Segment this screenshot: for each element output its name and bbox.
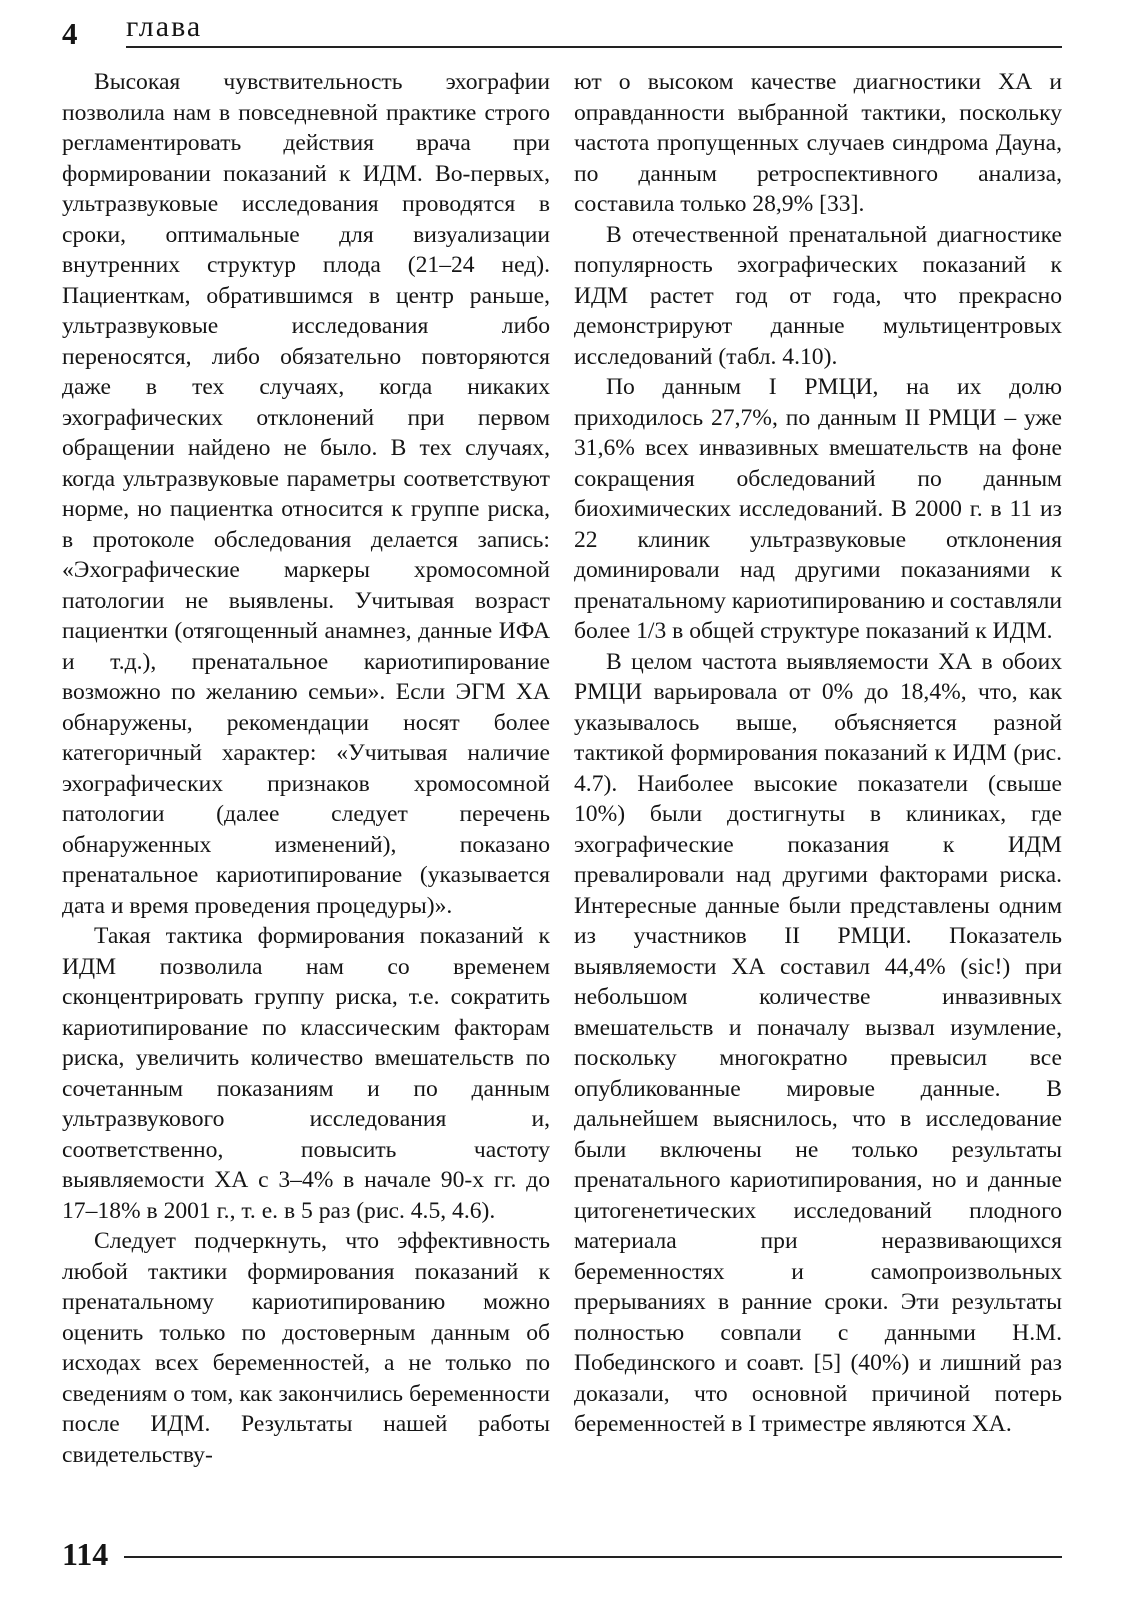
- chapter-label: глава: [126, 10, 203, 43]
- footer-rule: [124, 1556, 1062, 1558]
- page-number: 114: [62, 1536, 109, 1572]
- header-rule: [126, 46, 1062, 48]
- right-column: [574, 67, 1062, 1440]
- left-column: [62, 67, 550, 1470]
- paragraph: В целом частота выявляемости ХА в обоих РМЦИ варьировала от 0% до 18,4%, что, как указывалось выше, объясняется разной тактикой формирования показаний к ИДМ (рис. 4.7). Наиболее высокие показатели (свыше 10%) были достигнуты в клиниках, где эхографические показания к ИДМ превалировали над другими факторами риска. Интересные данные были представлены одним из участников II РМЦИ. Показатель выявляемости ХА составил 44,4% (sic!) при небольшом количестве инвазивных вмешательств и поначалу вызвал изумление, поскольку многократно превысил все опубликованные мировые данные. В дальнейшем выяснилось, что в исследование были включены не только результаты пренатального кариотипирования, но и данные цитогенетических исследований плодного материала при неразвивающихся беременностях и самопроизвольных прерываниях в ранние сроки. Эти результаты полностью совпали с данными Н.М. Побединского и соавт. [5] (40%) и лишний раз доказали, что основной причиной потерь беременностей в I триместре являются ХА.: [574, 648, 1062, 1437]
- paragraph: Следует подчеркнуть, что эффективность любой тактики формирования показаний к пренатальному кариотипированию можно оценить только по достоверным данным об исходах всех беременностей, а не только по сведениям о том, как закончились беременности после ИДМ. Результаты нашей работы свидетельству-: [62, 1228, 550, 1468]
- paragraph: Высокая чувствительность эхографии позволила нам в повседневной практике строго регламентировать действия врача при формировании показаний к ИДМ. Во-первых, ультразвуковые исследования проводятся в сроки, оптимальные для визуализации внутренних структур плода (21–24 нед). Пациенткам, обратившимся в центр раньше, ультразвуковые исследования либо переносятся, либо обязательно повторяются даже в тех случаях, когда никаких эхографических отклонений при первом обращении найдено не было. В тех случаях, когда ультразвуковые параметры соответствуют норме, но пациентка относится к группе риска, в протоколе обследования делается запись: «Эхографические маркеры хромосомной патологии не выявлены. Учитывая возраст пациентки (отягощенный анамнез, данные ИФА и т.д.), пренатальное кариотипирование возможно по желанию семьи». Если ЭГМ ХА обнаружены, рекомендации носят более категоричный характер: «Учитывая наличие эхографических признаков хромосомной патологии (далее следует перечень обнаруженных изменений), показано пренатальное кариотипирование (указывается дата и время проведения процедуры)».: [62, 69, 550, 919]
- page-footer: [62, 1530, 1062, 1580]
- paragraph: В отечественной пренатальной диагностике популярность эхографических показаний к ИДМ растет год от года, что прекрасно демонстрируют данные мультицентровых исследований (табл. 4.10).: [574, 221, 1062, 370]
- paragraph-continuation: ют о высоком качестве диагностики ХА и оправданности выбранной тактики, поскольку частота пропущенных случаев синдрома Дауна, по данным ретроспективного анализа, составила только 28,9% [33].: [574, 69, 1062, 217]
- chapter-number: 4: [62, 16, 78, 51]
- paragraph: По данным I РМЦИ, на их долю приходилось 27,7%, по данным II РМЦИ – уже 31,6% всех инвазивных вмешательств на фоне сокращения обследований по данным биохимических исследований. В 2000 г. в 11 из 22 клиник ультразвуковые отклонения доминировали над другими показаниями к пренатальному кариотипированию и составляли более 1/3 в общей структуре показаний к ИДМ.: [574, 374, 1062, 644]
- paragraph: Такая тактика формирования показаний к ИДМ позволила нам со временем сконцентрировать группу риска, т.е. сократить кариотипирование по классическим факторам риска, увеличить количество вмешательств по сочетанным показаниям и по данным ультразвукового исследования и, соответственно, повысить частоту выявляемости ХА с 3–4% в начале 90-х гг. до 17–18% в 2001 г., т. е. в 5 раз (рис. 4.5, 4.6).: [62, 923, 550, 1224]
- page-header: [62, 8, 1062, 52]
